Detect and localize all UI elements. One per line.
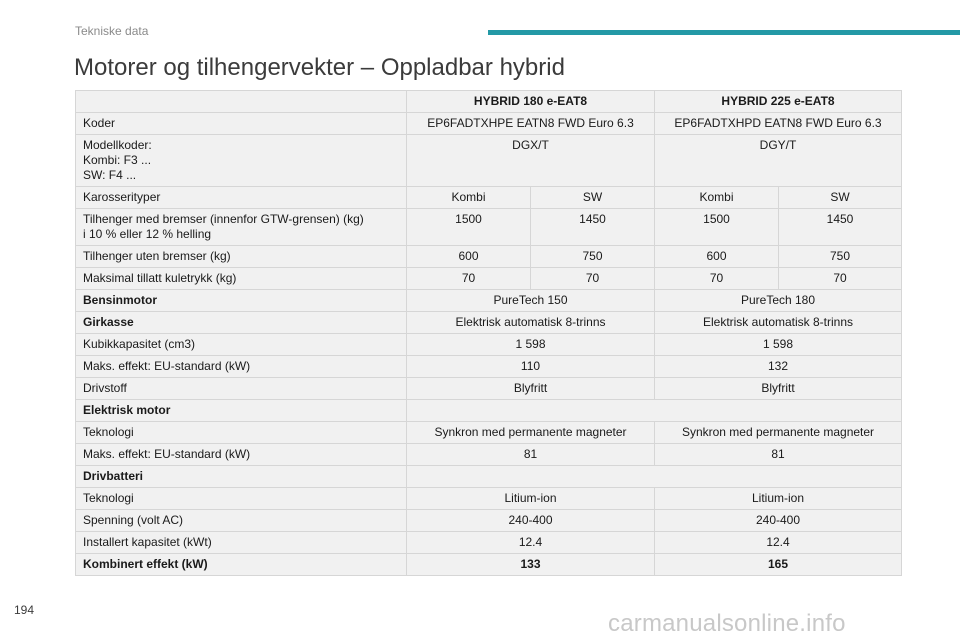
row-label: Kombinert effekt (kW) — [76, 554, 407, 576]
section-empty-cell — [407, 400, 902, 422]
table-header-row — [76, 91, 902, 113]
header-hybrid-225: HYBRID 225 e-EAT8 — [655, 91, 902, 113]
cell-value: SW — [531, 187, 655, 209]
table-row — [76, 268, 902, 290]
cell-value: 81 — [655, 444, 902, 466]
row-label: Modellkoder: Kombi: F3 ... SW: F4 ... — [76, 135, 407, 187]
section-label: Drivbatteri — [76, 466, 407, 488]
table-row — [76, 334, 902, 356]
cell-value: Litium-ion — [655, 488, 902, 510]
table-row — [76, 312, 902, 334]
cell-value: 12.4 — [655, 532, 902, 554]
table-row — [76, 510, 902, 532]
header-empty-cell — [76, 91, 407, 113]
cell-value: Synkron med permanente magneter — [407, 422, 655, 444]
cell-value: EP6FADTXHPD EATN8 FWD Euro 6.3 — [655, 113, 902, 135]
header-hybrid-180: HYBRID 180 e-EAT8 — [407, 91, 655, 113]
table-row — [76, 422, 902, 444]
cell-value: Blyfritt — [407, 378, 655, 400]
section-empty-cell — [407, 466, 902, 488]
cell-value: 132 — [655, 356, 902, 378]
cell-value: 750 — [779, 246, 902, 268]
cell-value: Litium-ion — [407, 488, 655, 510]
row-label: Maksimal tillatt kuletrykk (kg) — [76, 268, 407, 290]
row-label: Kubikkapasitet (cm3) — [76, 334, 407, 356]
cell-value: 81 — [407, 444, 655, 466]
row-label: Girkasse — [76, 312, 407, 334]
cell-value: 70 — [407, 268, 531, 290]
cell-value: 750 — [531, 246, 655, 268]
row-label: Teknologi — [76, 488, 407, 510]
cell-value: Elektrisk automatisk 8-trinns — [655, 312, 902, 334]
table-row — [76, 290, 902, 312]
cell-value: 1500 — [407, 209, 531, 246]
cell-value: SW — [779, 187, 902, 209]
spec-table — [75, 90, 902, 576]
cell-value: 1450 — [531, 209, 655, 246]
cell-value: DGX/T — [407, 135, 655, 187]
table-row — [76, 532, 902, 554]
cell-value: Kombi — [407, 187, 531, 209]
table-section-row — [76, 400, 902, 422]
cell-value: DGY/T — [655, 135, 902, 187]
table-section-row — [76, 466, 902, 488]
cell-value: Synkron med permanente magneter — [655, 422, 902, 444]
cell-value: PureTech 150 — [407, 290, 655, 312]
row-label: Tilhenger uten bremser (kg) — [76, 246, 407, 268]
cell-value: 12.4 — [407, 532, 655, 554]
table-row — [76, 187, 902, 209]
row-label: Koder — [76, 113, 407, 135]
cell-value: Elektrisk automatisk 8-trinns — [407, 312, 655, 334]
cell-value: 165 — [655, 554, 902, 576]
table-row — [76, 246, 902, 268]
table-row — [76, 113, 902, 135]
cell-value: 1500 — [655, 209, 779, 246]
section-label: Elektrisk motor — [76, 400, 407, 422]
table-row — [76, 209, 902, 246]
cell-value: EP6FADTXHPE EATN8 FWD Euro 6.3 — [407, 113, 655, 135]
watermark: carmanualsonline.info — [608, 610, 846, 637]
table-row — [76, 554, 902, 576]
section-accent-bar — [488, 30, 960, 35]
cell-value: 133 — [407, 554, 655, 576]
section-header: Tekniske data — [75, 24, 149, 38]
row-label: Drivstoff — [76, 378, 407, 400]
table-row — [76, 444, 902, 466]
row-label: Maks. effekt: EU-standard (kW) — [76, 444, 407, 466]
row-label: Bensinmotor — [76, 290, 407, 312]
row-label: Installert kapasitet (kWt) — [76, 532, 407, 554]
cell-value: Blyfritt — [655, 378, 902, 400]
cell-value: 110 — [407, 356, 655, 378]
table-row — [76, 488, 902, 510]
cell-value: 240-400 — [407, 510, 655, 532]
cell-value: Kombi — [655, 187, 779, 209]
row-label: Karosserityper — [76, 187, 407, 209]
row-label: Maks. effekt: EU-standard (kW) — [76, 356, 407, 378]
cell-value: 600 — [407, 246, 531, 268]
cell-value: 240-400 — [655, 510, 902, 532]
row-label: Tilhenger med bremser (innenfor GTW-grensen) (kg) i 10 % eller 12 % helling — [76, 209, 407, 246]
cell-value: 70 — [655, 268, 779, 290]
cell-value: 1 598 — [407, 334, 655, 356]
row-label: Spenning (volt AC) — [76, 510, 407, 532]
cell-value: 1 598 — [655, 334, 902, 356]
table-row — [76, 135, 902, 187]
page-title: Motorer og tilhengervekter – Oppladbar hybrid — [74, 54, 565, 81]
row-label: Teknologi — [76, 422, 407, 444]
cell-value: 70 — [779, 268, 902, 290]
page-number: 194 — [14, 603, 35, 617]
cell-value: 1450 — [779, 209, 902, 246]
cell-value: 600 — [655, 246, 779, 268]
table-row — [76, 356, 902, 378]
cell-value: 70 — [531, 268, 655, 290]
table-row — [76, 378, 902, 400]
cell-value: PureTech 180 — [655, 290, 902, 312]
